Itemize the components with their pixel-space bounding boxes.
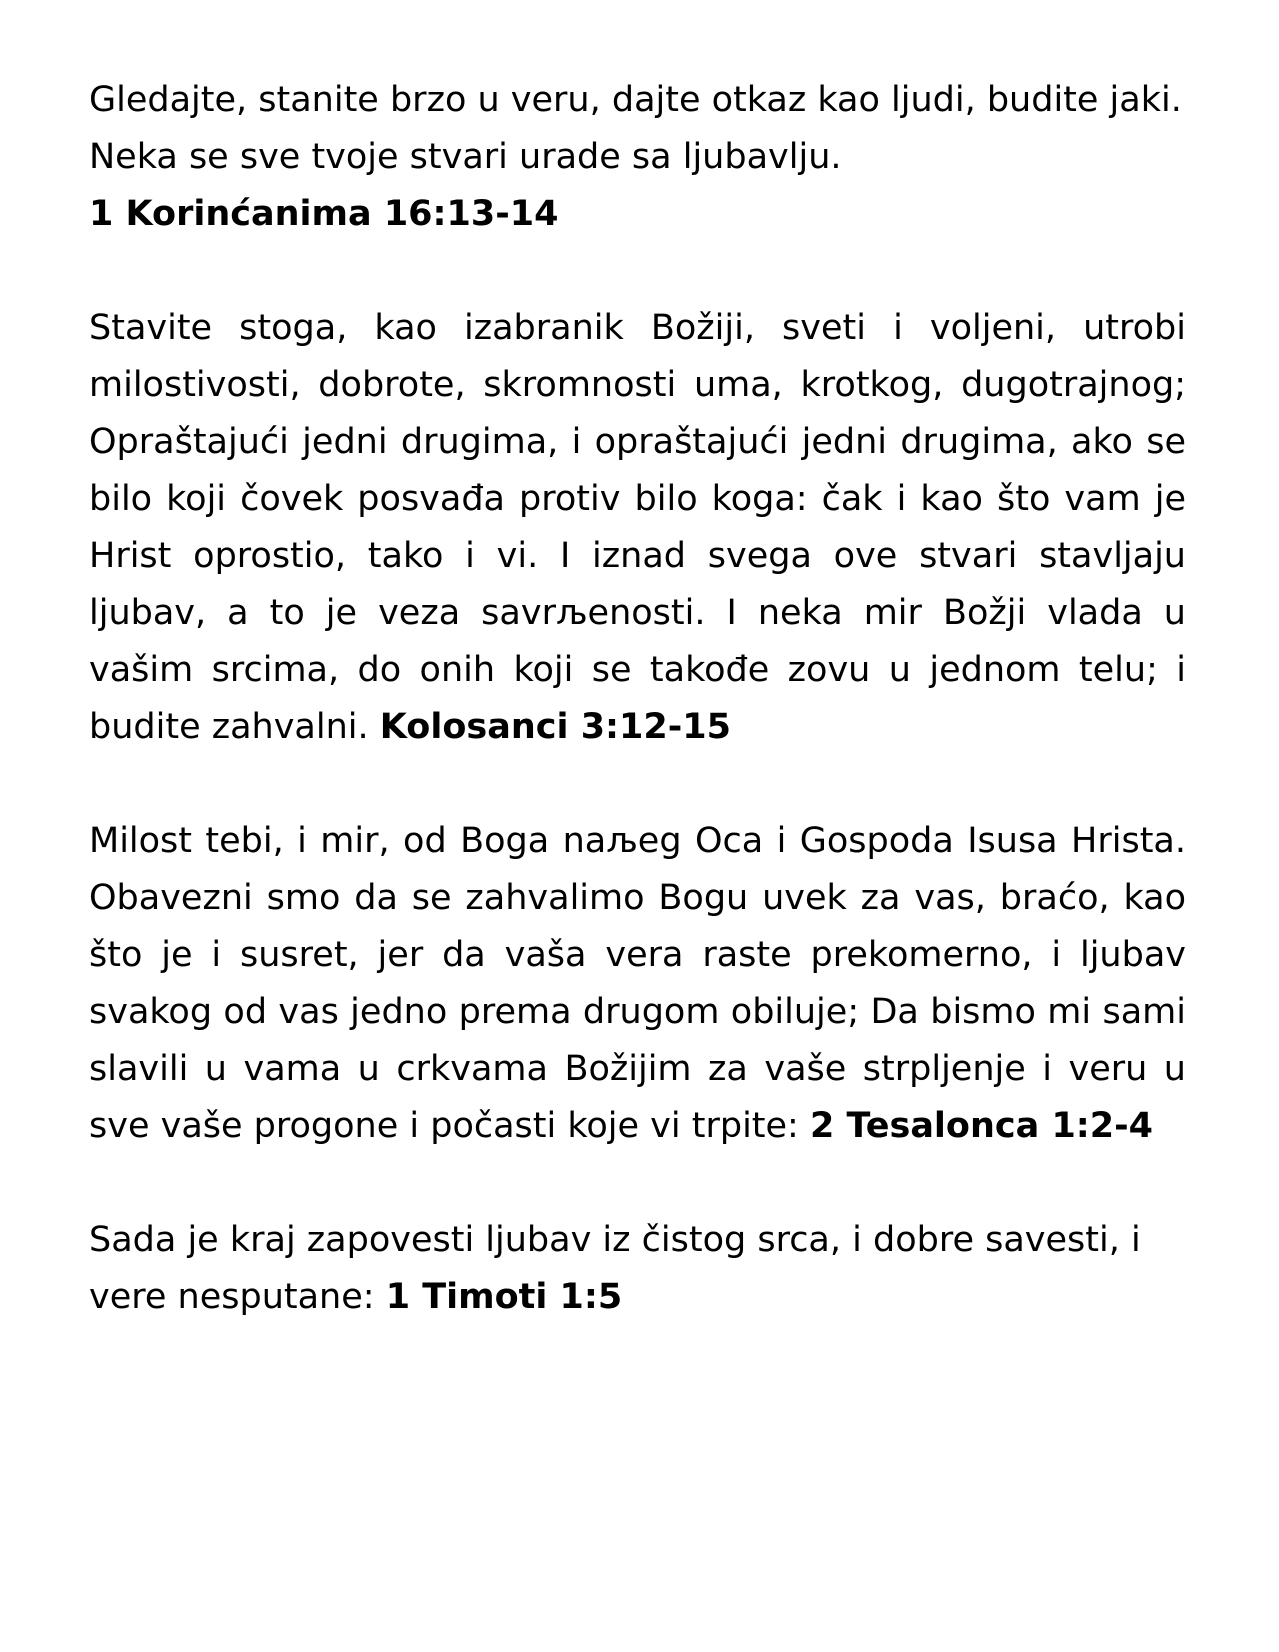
passage-3 (89, 813, 1186, 1155)
passage-1-text: Gledajte, stanite brzo u veru, dajte otkaz kao ljudi, budite jaki. Neka se sve tvoje stvari urade sa ljubavlju. (89, 80, 1182, 177)
passage-4-text: Sada je kraj zapovesti ljubav iz čistog srca, i dobre savesti, i vere nesputane: (89, 1220, 1141, 1317)
passage-2 (89, 300, 1186, 756)
passage-4 (89, 1212, 1186, 1326)
passage-1 (89, 72, 1186, 243)
passage-2-reference: Kolosanci 3:12-15 (379, 707, 731, 747)
passage-4-reference: 1 Timoti 1:5 (385, 1277, 623, 1317)
passage-2-text: Stavite stoga, kao izabranik Božiji, sveti i voljeni, utrobi milostivosti, dobrote, skromnosti uma, krotkog, dugotrajnog; Opraštajući jedni drugima, i opraštajući jedni drugima, ako se bilo koji čovek posvađa protiv bilo koga: čak i kao što vam je Hrist oprostio, tako i vi. I iznad svega ove stvari stavljaju ljubav, a to je veza savrљenosti. I neka mir Božji vlada u vašim srcima, do onih koji se takođe zovu u jednom telu; i budite zahvalni. (89, 308, 1186, 747)
document-page (89, 72, 1186, 1383)
passage-3-text: Milost tebi, i mir, od Boga naљeg Oca i Gospoda Isusa Hrista. Obavezni smo da se zahvalimo Bogu uvek za vas, braćo, kao što je i susret, jer da vaša vera raste prekomerno, i ljubav svakog od vas jedno prema drugom obiluje; Da bismo mi sami slavili u vama u crkvama Božijim za vaše strpljenje i veru u sve vaše progone i počasti koje vi trpite: (89, 821, 1186, 1146)
passage-3-reference: 2 Tesalonca 1:2-4 (809, 1106, 1154, 1146)
passage-1-reference: 1 Korinćanima 16:13-14 (89, 194, 559, 234)
